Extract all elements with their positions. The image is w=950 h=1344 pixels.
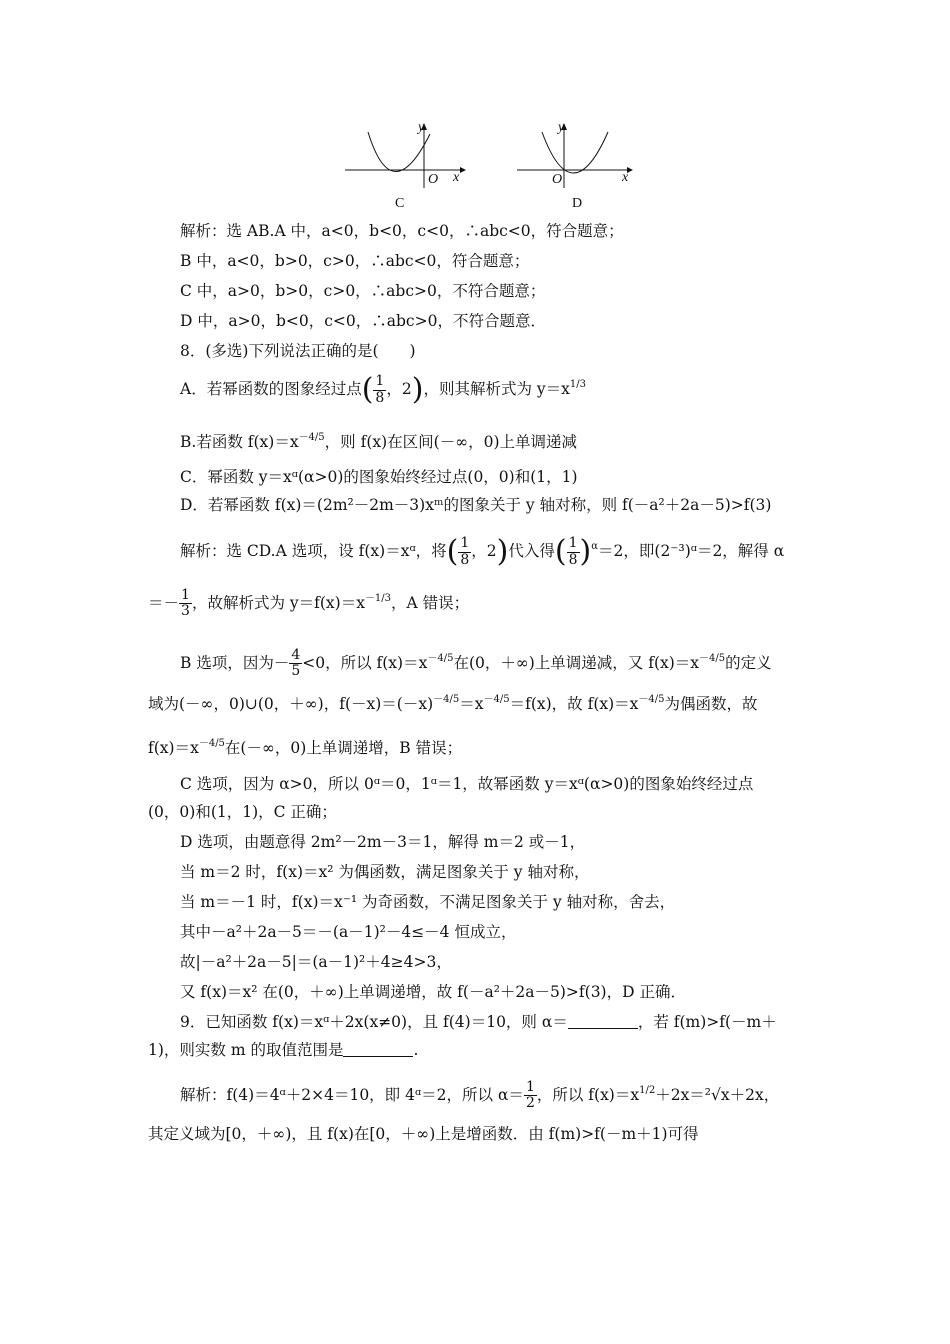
exponent-neg-4-5: －4/5 (427, 652, 454, 664)
left-paren: ( (361, 372, 374, 407)
question-9-line-1 (180, 1013, 805, 1032)
solution-7-line-2: B 中，a<0，b>0，c>0，∴abc<0，符合题意； (180, 252, 530, 270)
solution-8-text: 域为(－∞，0)∪(0，＋∞)，f(－x)＝(－x) (148, 695, 434, 713)
solution-9-line-1 (180, 1080, 805, 1112)
answer-blank-alpha[interactable] (568, 1014, 638, 1029)
solution-8-text: ，故解析式为 y＝f(x)＝x (191, 593, 365, 612)
solution-8-line-7: (0，0)和(1，1)，C 正确； (148, 803, 337, 821)
figure-d-origin-label: O (552, 172, 563, 187)
solution-8-text: ，A 错误； (391, 593, 470, 612)
left-paren: ( (446, 534, 459, 569)
question-8-option-a (180, 372, 805, 408)
solution-8-text: ＝x (459, 695, 484, 713)
solution-8-line-13: 又 f(x)＝x² 在(0，＋∞)上单调递增，故 f(－a²＋2a－5)>f(3)，D 正确． (180, 983, 686, 1001)
exponent-neg-4-5: －4/5 (699, 652, 726, 664)
solution-7-line-1: 解析：选 AB.A 中，a<0，b<0，c<0，∴abc<0，符合题意； (180, 222, 624, 240)
exponent-1-3: 1/3 (569, 379, 586, 390)
solution-8-line-2 (148, 588, 805, 620)
fraction-1-3 (179, 588, 192, 620)
question-8-option-b (180, 432, 805, 452)
solution-8-text: ＝f(x)，故 f(x)＝x (509, 695, 639, 713)
solution-8-line-1 (180, 534, 805, 570)
fraction-4-5 (289, 648, 302, 680)
point-second-coordinate: ，2 (386, 380, 412, 398)
fraction-denominator: 8 (568, 551, 578, 568)
left-paren: ( (554, 534, 567, 569)
fraction-numerator: 1 (181, 587, 190, 603)
fraction-1-8 (373, 374, 386, 406)
solution-8-line-9: 当 m＝2 时，f(x)＝x² 为偶函数，满足图象关于 y 轴对称， (180, 863, 590, 881)
option-a-text-pre: A．若幂函数的图象经过点 (180, 380, 362, 398)
solution-9-text: ＋2x＝²√x＋2x， (655, 1085, 780, 1104)
solution-8-text: 的定义 (725, 653, 772, 672)
option-b-text-pre: B.若函数 f(x)＝x (180, 433, 299, 451)
solution-8-line-3 (180, 648, 805, 680)
figure-d-y-label: y (558, 120, 565, 135)
solution-9-text: ，所以 f(x)＝x (536, 1085, 640, 1104)
question-9-text: ，若 f(m)>f(－m＋ (637, 1013, 777, 1031)
solution-8-line-8: D 选项，由题意得 2m²－2m－3＝1，解得 m＝2 或－1， (180, 833, 586, 851)
figure-c-graph (340, 118, 470, 190)
figure-c-label: C (395, 196, 405, 211)
exponent-1-2: 1/2 (639, 1084, 656, 1096)
figures-row (340, 118, 640, 218)
answer-blank-range[interactable] (343, 1042, 413, 1057)
fraction-denominator: 8 (375, 389, 385, 406)
right-paren: ) (411, 372, 424, 407)
question-8-stem: 8．(多选)下列说法正确的是( ) (180, 342, 416, 360)
solution-7-line-4: D 中，a>0，b<0，c<0，∴abc>0，不符合题意． (180, 312, 546, 330)
solution-8-text: f(x)＝x (148, 739, 199, 757)
question-8-option-d: D．若幂函数 f(x)＝(2m²－2m－3)xᵐ的图象关于 y 轴对称，则 f(－a²＋2a－5)>f(3) (180, 496, 772, 514)
solution-8-text: 在(－∞，0)上单调递增，B 错误； (224, 739, 463, 757)
solution-8-text: 为偶函数，故 (664, 695, 758, 713)
figure-d-label: D (572, 196, 583, 211)
solution-7-line-3: C 中，a>0，b>0，c>0，∴abc>0，不符合题意； (180, 282, 546, 300)
question-8-option-c: C．幂函数 y＝xᵅ(α>0)的图象始终经过点(0，0)和(1，1) (180, 468, 578, 486)
solution-8-line-10: 当 m＝－1 时，f(x)＝x⁻¹ 为奇函数，不满足图象关于 y 轴对称，舍去， (180, 893, 676, 911)
exponent-neg-4-5: －4/5 (298, 432, 325, 443)
right-paren: ) (496, 534, 509, 569)
solution-8-text-mid: 代入得 (508, 542, 555, 560)
fraction-denominator: 8 (460, 551, 470, 568)
exponent-neg-4-5: －4/5 (433, 694, 460, 705)
solution-8-line-6: C 选项，因为 α>0，所以 0ᵅ＝0，1ᵅ＝1，故幂函数 y＝xᵅ(α>0)的图象始终经过点 (180, 775, 754, 793)
question-9-line-2 (148, 1041, 805, 1060)
solution-8-text: ＝－ (148, 593, 180, 612)
question-9-text: 1)，则实数 m 的取值范围是 (148, 1041, 344, 1059)
solution-9-text: 解析：f(4)＝4ᵅ＋2×4＝10，即 4ᵅ＝2，所以 α＝ (180, 1085, 524, 1104)
exponent-neg-1-3: －1/3 (364, 592, 392, 604)
figure-c-x-label: x (453, 170, 460, 185)
solution-8-line-4 (148, 694, 805, 714)
solution-9-line-2: 其定义域为[0，＋∞)，且 f(x)在[0，＋∞)上是增函数．由 f(m)>f(－m＋1)可得 (148, 1125, 699, 1143)
fraction-numerator: 1 (460, 535, 470, 552)
fraction-1-8 (567, 536, 580, 568)
right-paren: ) (579, 534, 592, 569)
solution-8-text-pre: 解析：选 CD.A 选项，设 f(x)＝xᵅ，将 (180, 542, 447, 560)
solution-8-line-12: 故|－a²＋2a－5|＝(a－1)²＋4≥4>3， (180, 953, 452, 971)
solution-8-text: B 选项，因为－ (180, 653, 290, 672)
figure-c-y-label: y (418, 120, 425, 135)
exponent-neg-4-5: －4/5 (638, 694, 665, 705)
option-b-text-post: ，则 f(x)在区间(－∞，0)上单调递减 (324, 433, 578, 451)
fraction-denominator: 3 (181, 603, 190, 620)
solution-8-line-11: 其中－a²＋2a－5＝－(a－1)²－4≤－4 恒成立， (180, 923, 517, 941)
solution-8-line-5 (148, 738, 805, 758)
fraction-numerator: 1 (375, 373, 385, 390)
solution-8-text: <0，所以 f(x)＝x (302, 653, 428, 672)
figure-d-x-label: x (622, 170, 629, 185)
exponent-neg-4-5: －4/5 (483, 694, 510, 705)
fraction-numerator: 1 (525, 1079, 535, 1095)
point-second-coordinate: ，2 (471, 542, 497, 560)
option-a-text-mid: ，则其解析式为 y＝x (423, 380, 570, 398)
solution-8-text: 在(0，＋∞)上单调递减，又 f(x)＝x (453, 653, 700, 672)
question-9-text: . (413, 1041, 419, 1059)
fraction-1-8 (458, 536, 471, 568)
fraction-1-2 (524, 1080, 537, 1112)
fraction-denominator: 2 (525, 1095, 535, 1112)
solution-8-text-post: ＝2，即(2⁻³)ᵅ＝2，解得 α (598, 542, 785, 560)
fraction-numerator: 1 (568, 535, 578, 552)
exponent-neg-4-5: －4/5 (198, 738, 225, 749)
figure-c-origin-label: O (428, 172, 439, 187)
fraction-numerator: 4 (291, 647, 301, 663)
question-9-text: 9．已知函数 f(x)＝xᵅ＋2x(x≠0)，且 f(4)＝10，则 α＝ (180, 1013, 568, 1031)
fraction-denominator: 5 (291, 663, 301, 680)
exponent-alpha: α (591, 541, 599, 552)
